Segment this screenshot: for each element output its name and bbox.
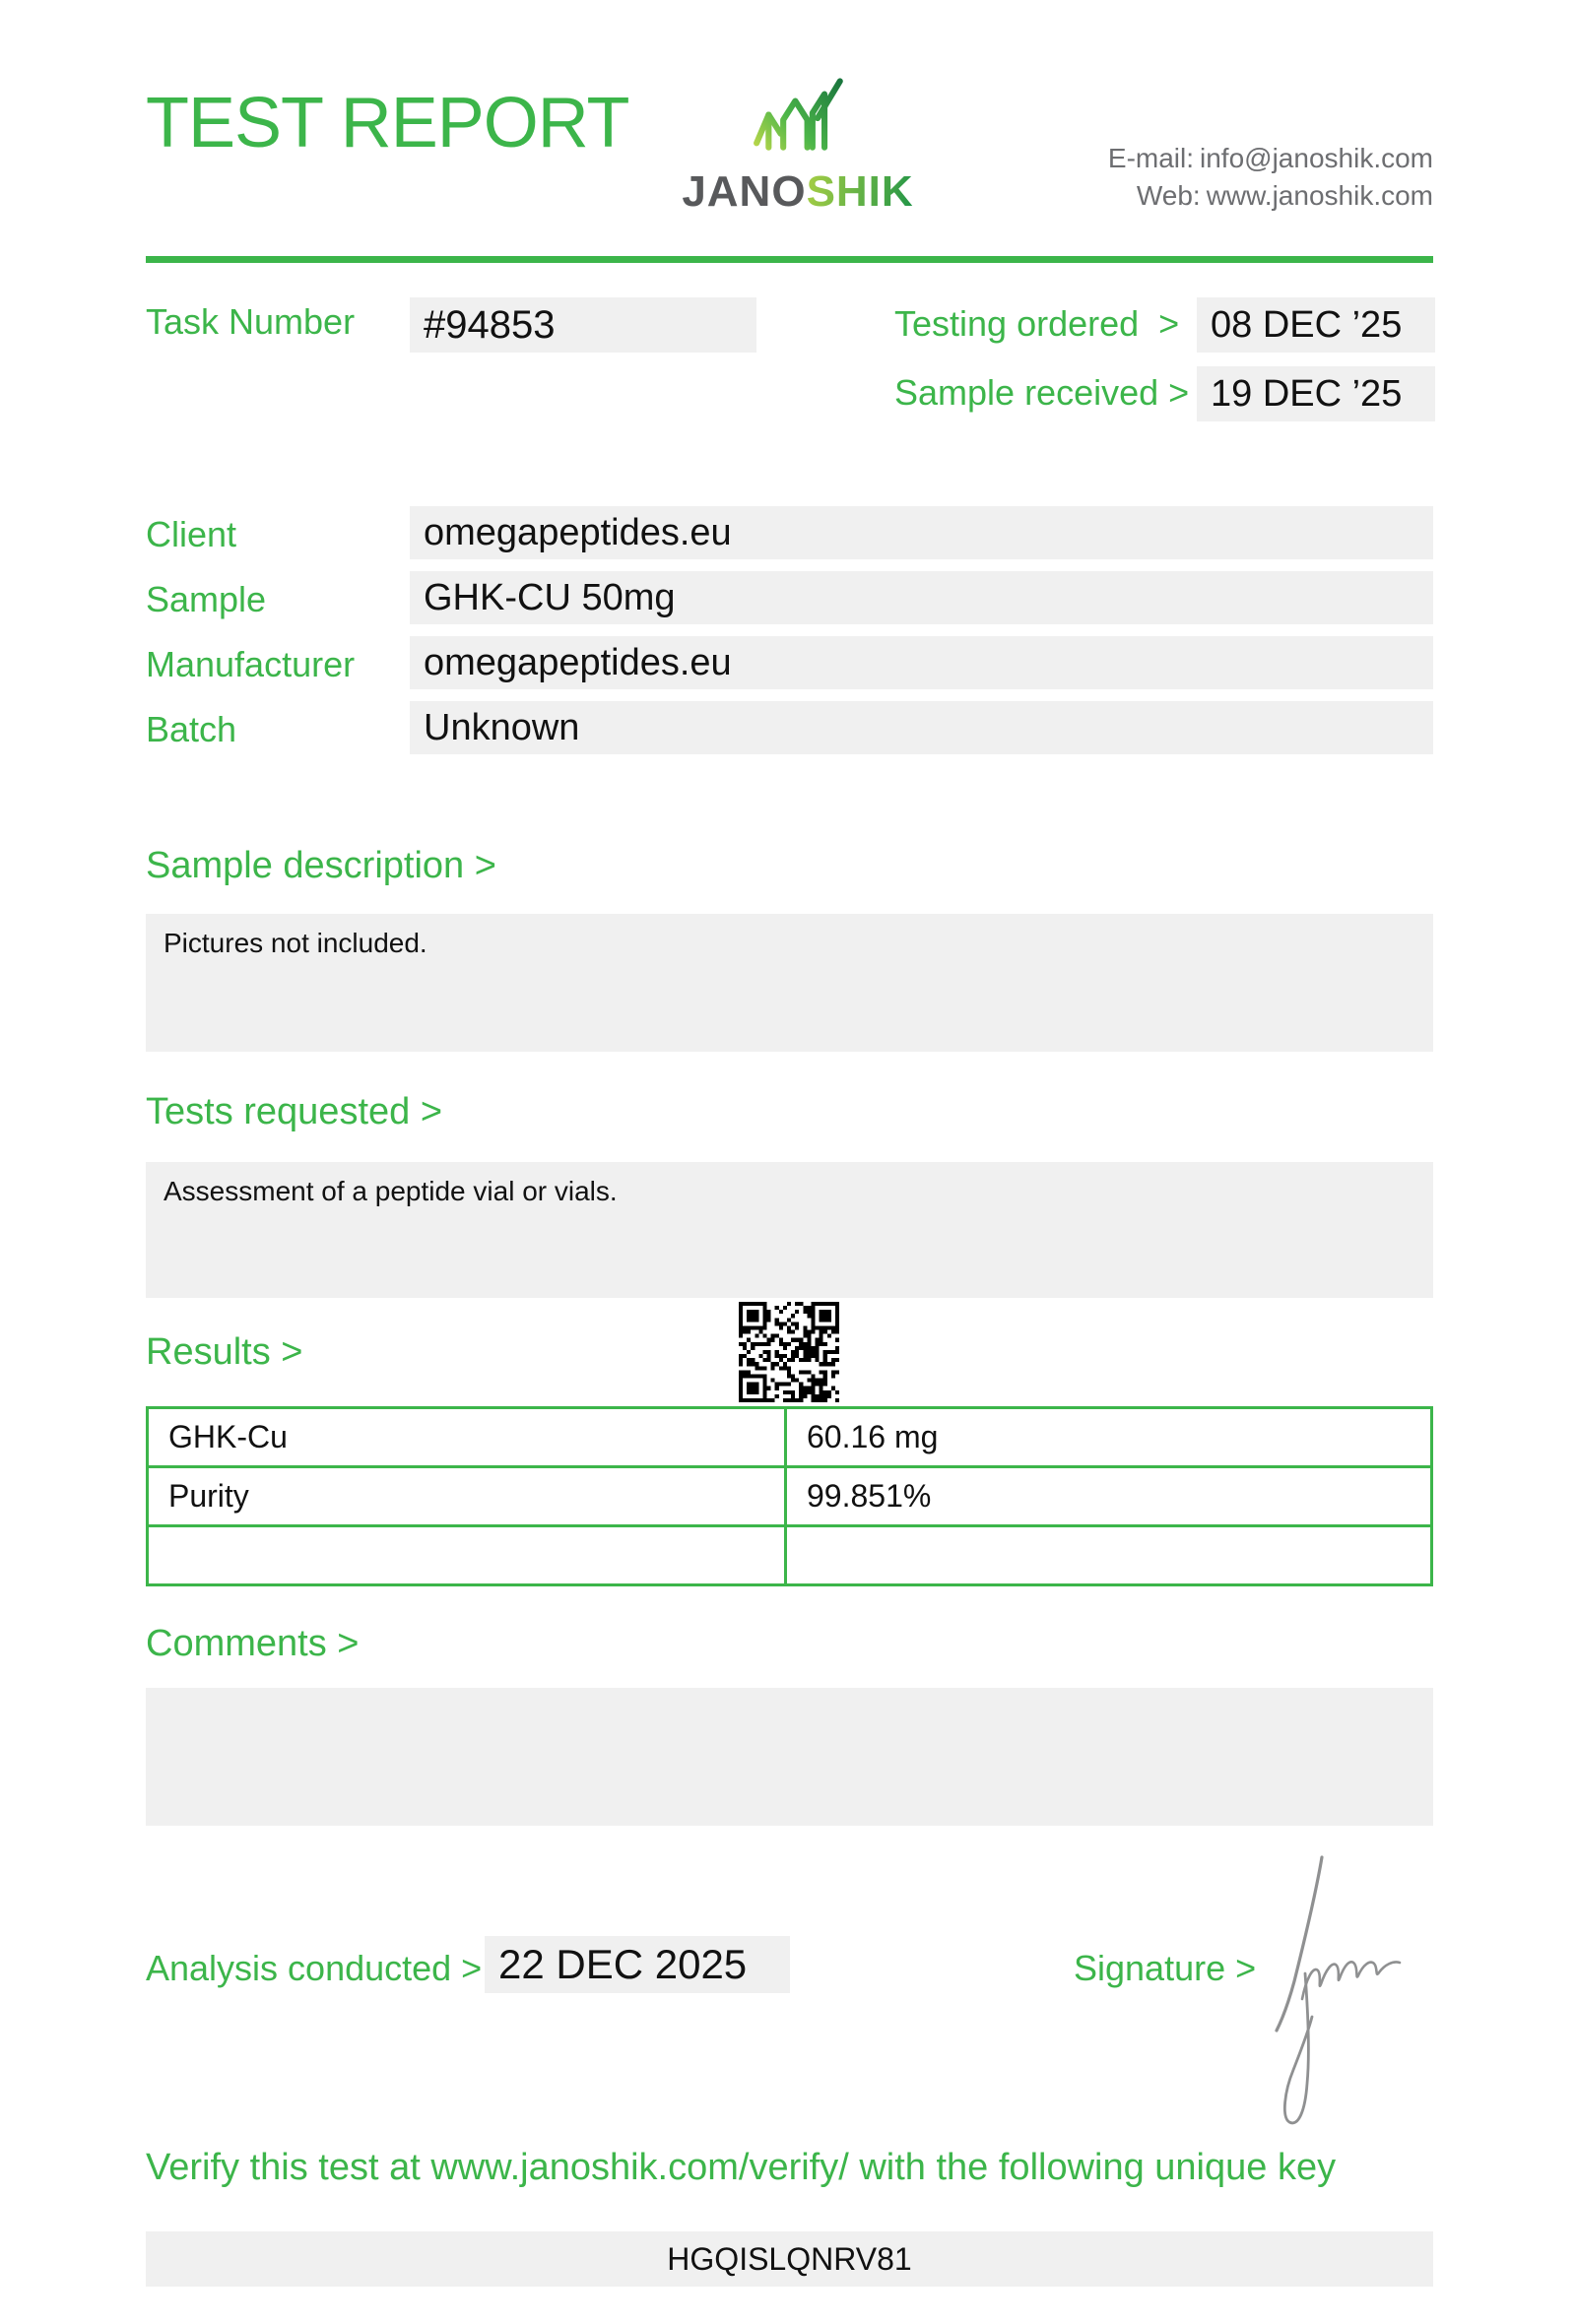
testing-ordered-value: 08 DEC ’25 bbox=[1211, 304, 1403, 346]
contact-email bbox=[1108, 140, 1433, 177]
task-number-value: #94853 bbox=[424, 303, 556, 347]
manufacturer-label: Manufacturer bbox=[146, 644, 356, 684]
analysis-date-box bbox=[485, 1936, 790, 1993]
sample-received-label: Sample received > bbox=[894, 372, 1190, 413]
sample-box bbox=[410, 571, 1433, 624]
contact-web bbox=[1108, 177, 1433, 215]
logo-chart-icon bbox=[751, 71, 845, 165]
testing-ordered-box bbox=[1197, 297, 1435, 353]
analysis-conducted-label: Analysis conducted > bbox=[146, 1948, 483, 1988]
batch-box bbox=[410, 701, 1433, 754]
comments-heading: Comments > bbox=[146, 1623, 360, 1664]
web-value: www.janoshik.com bbox=[1206, 179, 1433, 211]
logo bbox=[680, 71, 916, 217]
batch-label: Batch bbox=[146, 709, 237, 749]
manufacturer-value: omegapeptides.eu bbox=[424, 642, 732, 683]
header-divider bbox=[146, 256, 1433, 263]
qr-code bbox=[739, 1302, 839, 1402]
sample-label: Sample bbox=[146, 579, 267, 619]
client-label: Client bbox=[146, 514, 237, 554]
signature-label: Signature > bbox=[1074, 1948, 1257, 1988]
verify-text: Verify this test at www.janoshik.com/verify/ with the following unique key bbox=[146, 2147, 1337, 2188]
task-number-box bbox=[410, 297, 756, 353]
chevron-right-icon: > bbox=[1158, 303, 1180, 344]
chevron-right-icon: > bbox=[1168, 372, 1190, 413]
result-value: 99.851% bbox=[787, 1465, 1430, 1524]
results-table bbox=[146, 1406, 1433, 1586]
web-label: Web: bbox=[1136, 179, 1201, 211]
page-title: TEST REPORT bbox=[146, 84, 629, 162]
tests-requested-heading: Tests requested > bbox=[146, 1091, 443, 1132]
sample-description-text: Pictures not included. bbox=[164, 928, 427, 958]
contact-block bbox=[1108, 140, 1433, 215]
manufacturer-box bbox=[410, 636, 1433, 689]
comments-box bbox=[146, 1688, 1433, 1826]
signature-image bbox=[1261, 1824, 1458, 2149]
unique-key-box bbox=[146, 2231, 1433, 2287]
sample-value: GHK-CU 50mg bbox=[424, 577, 676, 618]
result-value bbox=[787, 1524, 1430, 1583]
sample-received-box bbox=[1197, 366, 1435, 421]
analysis-date-value: 22 DEC 2025 bbox=[498, 1941, 748, 1987]
email-value: info@janoshik.com bbox=[1200, 143, 1433, 173]
sample-description-box bbox=[146, 914, 1433, 1052]
result-name: GHK-Cu bbox=[149, 1409, 787, 1465]
result-name bbox=[149, 1524, 787, 1583]
unique-key-value: HGQISLQNRV81 bbox=[667, 2241, 912, 2277]
email-label: E-mail: bbox=[1107, 143, 1195, 173]
logo-wordmark bbox=[680, 167, 916, 217]
results-heading: Results > bbox=[146, 1331, 303, 1373]
tests-requested-box bbox=[146, 1162, 1433, 1298]
batch-value: Unknown bbox=[424, 707, 580, 748]
logo-text-shik: SHIK bbox=[806, 167, 914, 216]
client-box bbox=[410, 506, 1433, 559]
result-name: Purity bbox=[149, 1465, 787, 1524]
result-value: 60.16 mg bbox=[807, 1419, 939, 1454]
tests-requested-text: Assessment of a peptide vial or vials. bbox=[164, 1176, 618, 1206]
task-number-label: Task Number bbox=[146, 301, 356, 342]
testing-ordered-label: Testing ordered > bbox=[894, 303, 1180, 344]
logo-text-jano: JANO bbox=[682, 167, 807, 216]
client-value: omegapeptides.eu bbox=[424, 512, 732, 553]
sample-received-value: 19 DEC ’25 bbox=[1211, 373, 1403, 415]
sample-description-heading: Sample description > bbox=[146, 845, 496, 886]
